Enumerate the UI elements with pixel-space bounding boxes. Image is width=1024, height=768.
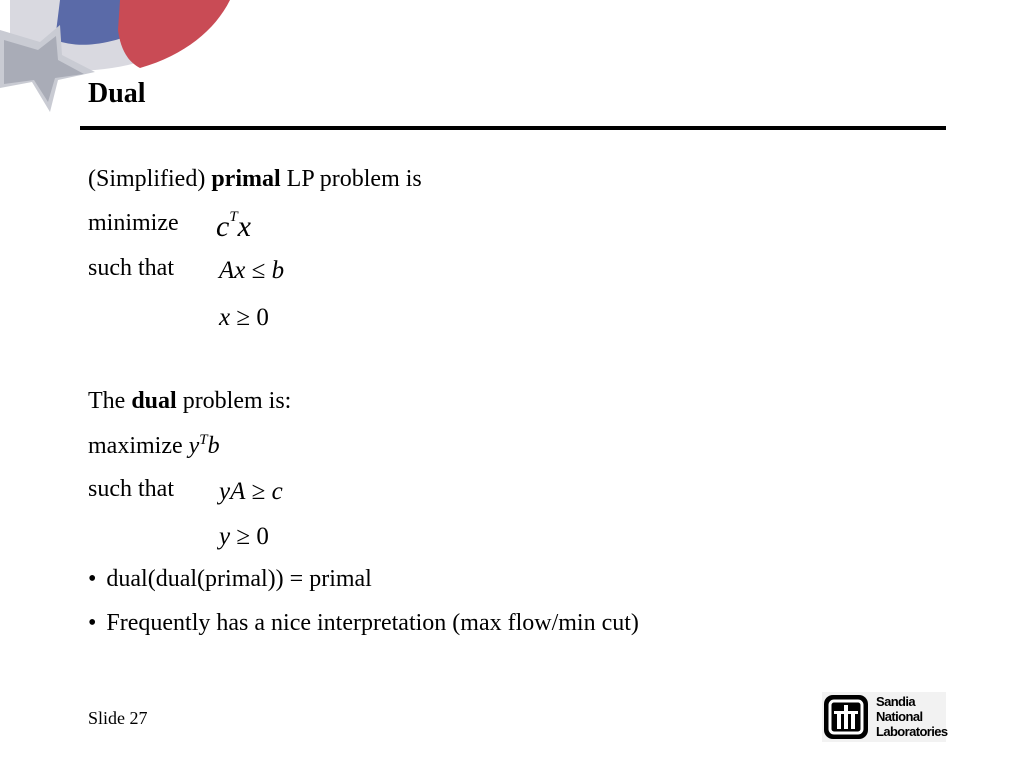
primal-c2-lhs: x <box>219 304 231 331</box>
slide-title: Dual <box>88 78 146 109</box>
bullet-item <box>88 566 372 593</box>
logo-line-3: Laboratories <box>876 724 948 739</box>
dual-objective-y: y <box>188 433 200 459</box>
dual-objective-transpose: T <box>199 432 208 448</box>
dual-c1-rhs: c <box>271 478 283 505</box>
maximize-label: maximize <box>88 433 189 459</box>
bullet-symbol: • <box>88 610 97 636</box>
title-divider <box>80 126 946 130</box>
bullet-symbol: • <box>88 566 97 592</box>
dual-intro-pre: The <box>88 388 132 414</box>
logo-line-2: National <box>876 709 923 724</box>
dual-intro-bold: dual <box>131 388 177 414</box>
primal-constraint-1 <box>219 257 284 285</box>
logo-text <box>876 694 948 739</box>
dual-intro-post: problem is: <box>176 388 292 414</box>
primal-constraint-2 <box>219 304 269 332</box>
dual-objective-b: b <box>207 433 220 459</box>
objective-x: x <box>237 210 251 243</box>
dual-c2-rhs: 0 <box>256 523 269 550</box>
primal-objective <box>216 210 251 244</box>
primal-intro-bold: primal <box>211 166 281 192</box>
dual-c2-lhs: y <box>219 523 231 550</box>
objective-c-transpose: T <box>229 209 238 225</box>
dual-c1-op: ≥ <box>251 478 266 505</box>
logo-line-1: Sandia <box>876 694 916 709</box>
maximize-line <box>88 432 220 460</box>
bullet-text: dual(dual(primal)) = primal <box>106 566 372 592</box>
dual-c1-lhs: yA <box>219 478 246 505</box>
sandia-logo <box>822 692 946 742</box>
dual-c2-op: ≥ <box>236 523 251 550</box>
objective-c: c <box>216 210 230 243</box>
primal-c1-op: ≤ <box>251 257 266 284</box>
dual-intro <box>88 388 291 415</box>
bullet-text: Frequently has a nice interpretation (max flow/min cut) <box>106 610 639 636</box>
dual-constraint-2 <box>219 523 269 551</box>
slide-number: Slide 27 <box>88 708 148 728</box>
primal-c1-lhs: Ax <box>219 257 246 284</box>
primal-such-that-label: such that <box>88 255 174 281</box>
dual-constraint-1 <box>219 478 283 506</box>
primal-c1-rhs: b <box>271 257 285 284</box>
bullet-item <box>88 610 639 637</box>
primal-c2-rhs: 0 <box>256 304 269 331</box>
primal-intro-post: LP problem is <box>280 166 422 192</box>
dual-such-that-label: such that <box>88 476 174 502</box>
thunderbird-icon <box>824 695 868 739</box>
minimize-label: minimize <box>88 210 179 236</box>
primal-c2-op: ≥ <box>236 304 251 331</box>
primal-intro <box>88 166 422 193</box>
primal-intro-pre: (Simplified) <box>88 166 212 192</box>
